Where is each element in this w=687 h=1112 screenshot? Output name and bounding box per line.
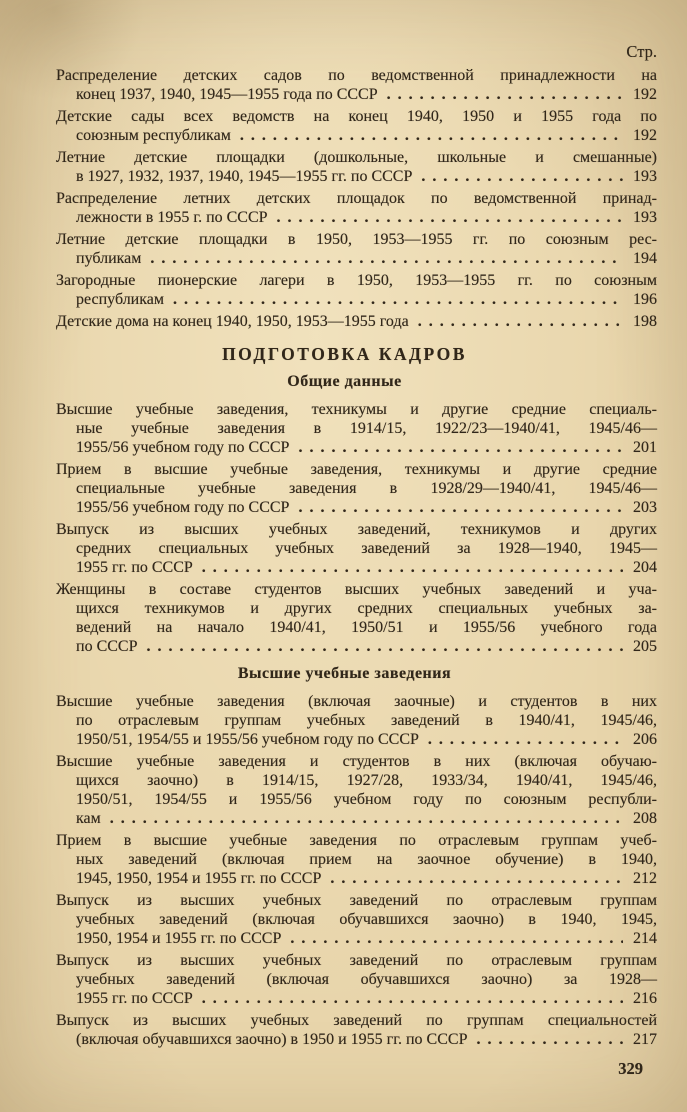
toc-entry-line: Прием в высшие учебные заведения по отраслевым группам учеб- [56,832,657,849]
subsection-heading: Общие данные [287,373,402,390]
page-ref: 196 [633,291,657,308]
toc-entry-line: союзным республикам [76,127,231,144]
toc-entry-line: щихся заочно) в 1914/15, 1927/28, 1933/34, 1940/41, 1945/46, [76,772,657,789]
dot-leader [476,1030,623,1049]
toc-entry-lastline [76,637,657,656]
toc-entry-lastline [76,85,657,104]
subsection-heading: Высшие учебные заведения [237,665,452,682]
dot-leader [298,438,623,457]
dot-leader [290,929,623,948]
toc-entry [56,189,657,227]
toc-entry-line: Высшие учебные заведения, техникумы и другие средние специаль- [56,401,657,418]
toc-entry-line: по отраслевым группам учебных заведений в 1940/41, 1945/46, [76,712,657,729]
toc-entry-lastline [76,929,657,948]
page-ref: 208 [633,810,657,827]
page-ref: 206 [633,731,657,748]
toc-entry-line: ные учебные заведения в 1914/15, 1922/23—1940/41, 1945/46— [76,420,657,437]
toc-entry-line: Выпуск из высших учебных заведений по группам специальностей [56,1012,657,1029]
page-ref: 193 [633,209,657,226]
toc-entry-line: 1955/56 учебном году по СССР [76,499,290,516]
toc-entry-lastline [76,558,657,577]
toc-entry [56,312,657,331]
toc-entry-line: Летние детские площадки (дошкольные, школьные и смешанные) [56,149,657,166]
toc-entry-lastline [76,1030,657,1049]
toc-entry-lastline [76,498,657,517]
dot-leader [150,249,623,268]
toc-entry-line: Загородные пионерские лагери в 1950, 1953—1955 гг. по союзным [56,272,657,289]
toc-entry-lastline [76,869,657,888]
toc-entry-lastline [56,312,657,331]
toc-entry-lastline [76,989,657,1008]
toc-entry-line: Прием в высшие учебные заведения, техникумы и другие средние [56,461,657,478]
toc-entry [56,692,657,749]
table-of-contents [56,66,657,1049]
dot-leader [330,869,623,888]
page-ref: 201 [633,439,657,456]
page-ref: 217 [633,1031,657,1048]
toc-entry-line: лежности в 1955 г. по СССР [76,209,268,226]
toc-entry-line: специальные учебные заведения в 1928/29—1940/41, 1945/46— [76,480,657,497]
toc-entry-lastline [76,208,657,227]
toc-entry-line: средних специальных учебных заведений за 1928—1940, 1945— [76,540,657,557]
toc-entry-line: Распределение детских садов по ведомственной принадлежности на [56,67,657,84]
toc-entry [56,831,657,888]
page-ref: 192 [633,86,657,103]
toc-entry-line: 1950, 1954 и 1955 гг. по СССР [76,930,282,947]
toc-entry-lastline [76,290,657,309]
toc-entry [56,520,657,577]
dot-leader [428,730,623,749]
toc-entry-line: Распределение летних детских площадок по ведомственной принад- [56,190,657,207]
book-page-number: 329 [618,1059,643,1078]
toc-entry-line: Выпуск из высших учебных заведений по отраслевым группам [56,892,657,909]
toc-entry [56,66,657,104]
toc-entry [56,1011,657,1049]
dot-leader [173,290,623,309]
toc-entry-line: республикам [76,291,164,308]
toc-entry [56,400,657,457]
dot-leader [298,498,623,517]
dot-leader [421,167,623,186]
dot-leader [146,637,623,656]
dot-leader [277,208,623,227]
toc-entry-line: учебных заведений (включая обучавшихся заочно) за 1928— [76,971,657,988]
page-ref: 214 [633,930,657,947]
toc-entry-line: 1955/56 учебном году по СССР [76,439,290,456]
dot-leader [418,312,623,331]
toc-entry-line: Летние детские площадки в 1950, 1953—1955 гг. по союзным рес- [56,231,657,248]
toc-entry [56,580,657,656]
toc-entry [56,891,657,948]
toc-entry-line: Выпуск из высших учебных заведений по отраслевым группам [56,952,657,969]
page-ref: 216 [633,990,657,1007]
toc-entry-lastline [76,438,657,457]
toc-entry-lastline [76,167,657,186]
toc-entry-line: конец 1937, 1940, 1945—1955 года по СССР [76,86,378,103]
toc-entry-line: Выпуск из высших учебных заведений, техникумов и других [56,521,657,538]
toc-entry [56,752,657,828]
toc-entry-line: учебных заведений (включая обучавшихся заочно) в 1940, 1945, [76,911,657,928]
page-ref: 205 [633,638,657,655]
toc-entry [56,460,657,517]
dot-leader [110,809,623,828]
toc-entry-line: Женщины в составе студентов высших учебных заведений и уча- [56,581,657,598]
toc-entry-line: 1945, 1950, 1954 и 1955 гг. по СССР [76,870,322,887]
toc-entry-line: 1950/51, 1954/55 и 1955/56 учебном году по СССР [76,731,419,748]
toc-entry-line: ных заведений (включая прием на заочное обучение) в 1940, [76,851,657,868]
page-ref: 194 [633,250,657,267]
toc-entry-line: 1950/51, 1954/55 и 1955/56 учебном году по союзным республи- [76,791,657,808]
toc-entry-line: (включая обучавшихся заочно) в 1950 и 1955 гг. по СССР [76,1031,468,1048]
toc-entry-lastline [76,730,657,749]
dot-leader [202,558,623,577]
dot-leader [240,126,623,145]
toc-entry-line: Детские сады всех ведомств на конец 1940, 1950 и 1955 года по [56,108,657,125]
page-ref: 204 [633,559,657,576]
toc-entry-line: публикам [76,250,142,267]
toc-entry-line: кам [76,810,101,827]
section-heading: ПОДГОТОВКА КАДРОВ [222,344,467,364]
toc-entry-lastline [76,126,657,145]
page-column-label: Стр. [626,42,657,61]
toc-entry-line: Высшие учебные заведения и студентов в них (включая обучаю- [56,753,657,770]
toc-entry-lastline [76,809,657,828]
page-ref: 212 [633,870,657,887]
dot-leader [202,989,623,1008]
toc-entry-line: Высшие учебные заведения (включая заочные) и студентов в них [56,693,657,710]
toc-entry [56,148,657,186]
page-ref: 203 [633,499,657,516]
toc-entry [56,271,657,309]
toc-entry [56,230,657,268]
page-ref: 193 [633,168,657,185]
toc-entry-line: в 1927, 1932, 1937, 1940, 1945—1955 гг. по СССР [76,168,413,185]
page-ref: 198 [633,313,657,330]
dot-leader [387,85,623,104]
toc-entry [56,951,657,1008]
page-ref: 192 [633,127,657,144]
toc-entry-lastline [76,249,657,268]
toc-entry-line: по СССР [76,638,138,655]
toc-entry-line: 1955 гг. по СССР [76,559,193,576]
toc-entry-line: Детские дома на конец 1940, 1950, 1953—1955 года [56,313,409,330]
toc-entry-line: щихся техникумов и других средних специальных учебных за- [76,600,657,617]
toc-entry-line: ведений на начало 1940/41, 1950/51 и 1955/56 учебного года [76,619,657,636]
toc-entry [56,107,657,145]
toc-entry-line: 1955 гг. по СССР [76,990,193,1007]
